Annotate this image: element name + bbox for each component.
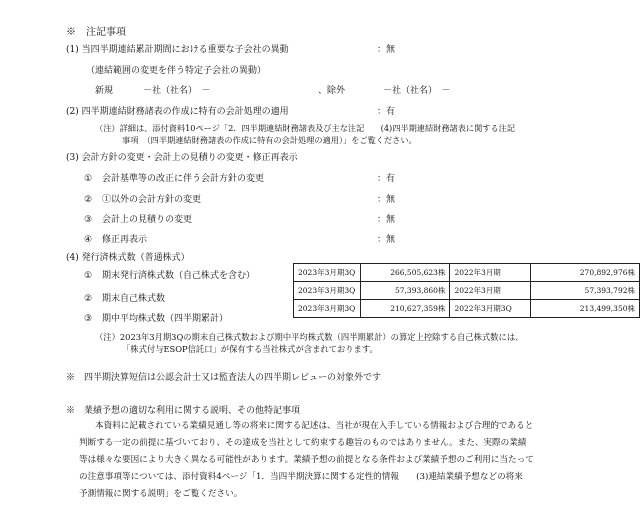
item1-exclude-label: 、除外 [318, 86, 346, 96]
item4-note-line1: （注）2023年3月期3Qの期末自己株式数および期中平均株式数（四半期累計）の算定上控除する自己株式数には、 [95, 332, 524, 342]
table-row [294, 282, 640, 300]
item3-row-value: ：無 [377, 235, 396, 245]
shares-value-cell: 270,892,976株 [530, 264, 639, 282]
shares-value-cell: 210,627,359株 [360, 300, 450, 318]
forecast-line: 判断する一定の前提に基づいており、その達成を当社として約束する趣旨のものではありません。また、実際の業績 [79, 438, 527, 448]
item1-new-label: 新規 [95, 86, 114, 96]
forecast-line: 本資料に記載されている業績見通し等の将来に関する記述は、当社が現在入手している情報および合理的であると [95, 421, 534, 431]
item4-row-num: ③ [84, 314, 93, 324]
item4-row-text: 期中平均株式数（四半期累計） [102, 314, 229, 324]
review-note: ※ 四半期決算短信は公認会計士又は監査法人の四半期レビューの対象外です [66, 373, 382, 383]
table-row [294, 300, 640, 318]
item3-row-label: 修正再表示 [102, 235, 148, 245]
item3-row-value: ：無 [377, 215, 396, 225]
item2-note-line2: 事項 （四半期連結財務諸表の作成に特有の会計処理の適用）」をご覧ください。 [122, 135, 417, 145]
item4-label: (4) 発行済株式数（普通株式） [66, 253, 190, 263]
shares-table [293, 263, 640, 318]
shares-value-cell: 57,393,792株 [530, 282, 639, 300]
item2-value: ：有 [377, 107, 396, 117]
shares-value-cell: 213,499,350株 [530, 300, 639, 318]
item3-row-label: 会計上の見積りの変更 [102, 215, 193, 225]
item1-detail-label: （連結範囲の変更を伴う特定子会社の異動） [86, 66, 267, 76]
shares-value-cell: 266,505,623株 [360, 264, 450, 282]
period-cell: 2023年3月期3Q [294, 282, 361, 300]
item3-row-label: 会計基準等の改正に伴う会計方針の変更 [102, 174, 265, 184]
item2-note-line1: （注）詳細は、添付資料10ページ「2．四半期連結財務諸表及び主な注記 (4)四半期連結財務諸表に関する注記 [95, 123, 516, 133]
item4-row-text: 期末自己株式数 [102, 294, 166, 304]
item1-new-value: －社（社名） － [143, 86, 211, 96]
item3-label: (3) 会計方針の変更・会計上の見積りの変更・修正再表示 [66, 153, 298, 163]
item4-row-text: 期末発行済株式数（自己株式を含む） [102, 271, 256, 281]
period-cell: 2022年3月期3Q [450, 300, 530, 318]
item4-row-num: ② [84, 294, 93, 304]
section-title: ※ 注記事項 [66, 27, 126, 38]
item2-label: (2) 四半期連結財務諸表の作成に特有の会計処理の適用 [66, 107, 289, 117]
item3-row-label: ①以外の会計方針の変更 [102, 195, 202, 205]
period-cell: 2023年3月期3Q [294, 300, 361, 318]
item1-value: ：無 [377, 45, 396, 55]
period-cell: 2023年3月期3Q [294, 264, 361, 282]
forecast-title: ※ 業績予想の適切な利用に関する説明、その他特記事項 [66, 406, 301, 416]
item3-row-num: ④ [84, 235, 93, 245]
item1-label: (1) 当四半期連結累計期間における重要な子会社の異動 [66, 45, 289, 55]
forecast-line: 予測情報に関する説明」をご覧ください。 [79, 489, 243, 499]
item4-row-num: ① [84, 271, 93, 281]
shares-value-cell: 57,393,860株 [360, 282, 450, 300]
item3-row-value: ：有 [377, 174, 396, 184]
forecast-line: 等は様々な要因により大きく異なる可能性があります。業績予想の前提となる条件および業績予想のご利用に当たって [79, 455, 534, 465]
forecast-line: の注意事項等については、添付資料4ページ「1．当四半期決算に関する定性的情報 (3)連結業績予想などの将来 [79, 472, 523, 482]
table-row [294, 264, 640, 282]
item4-note-line2: 「株式付与ESOP信託口」が保有する当社株式が含まれております。 [122, 344, 378, 354]
period-cell: 2022年3月期 [450, 282, 530, 300]
item1-exclude-value: －社（社名） － [383, 86, 451, 96]
item3-row-value: ：無 [377, 195, 396, 205]
item3-row-num: ③ [84, 215, 93, 225]
item3-row-num: ② [84, 195, 93, 205]
period-cell: 2022年3月期 [450, 264, 530, 282]
item3-row-num: ① [84, 174, 93, 184]
